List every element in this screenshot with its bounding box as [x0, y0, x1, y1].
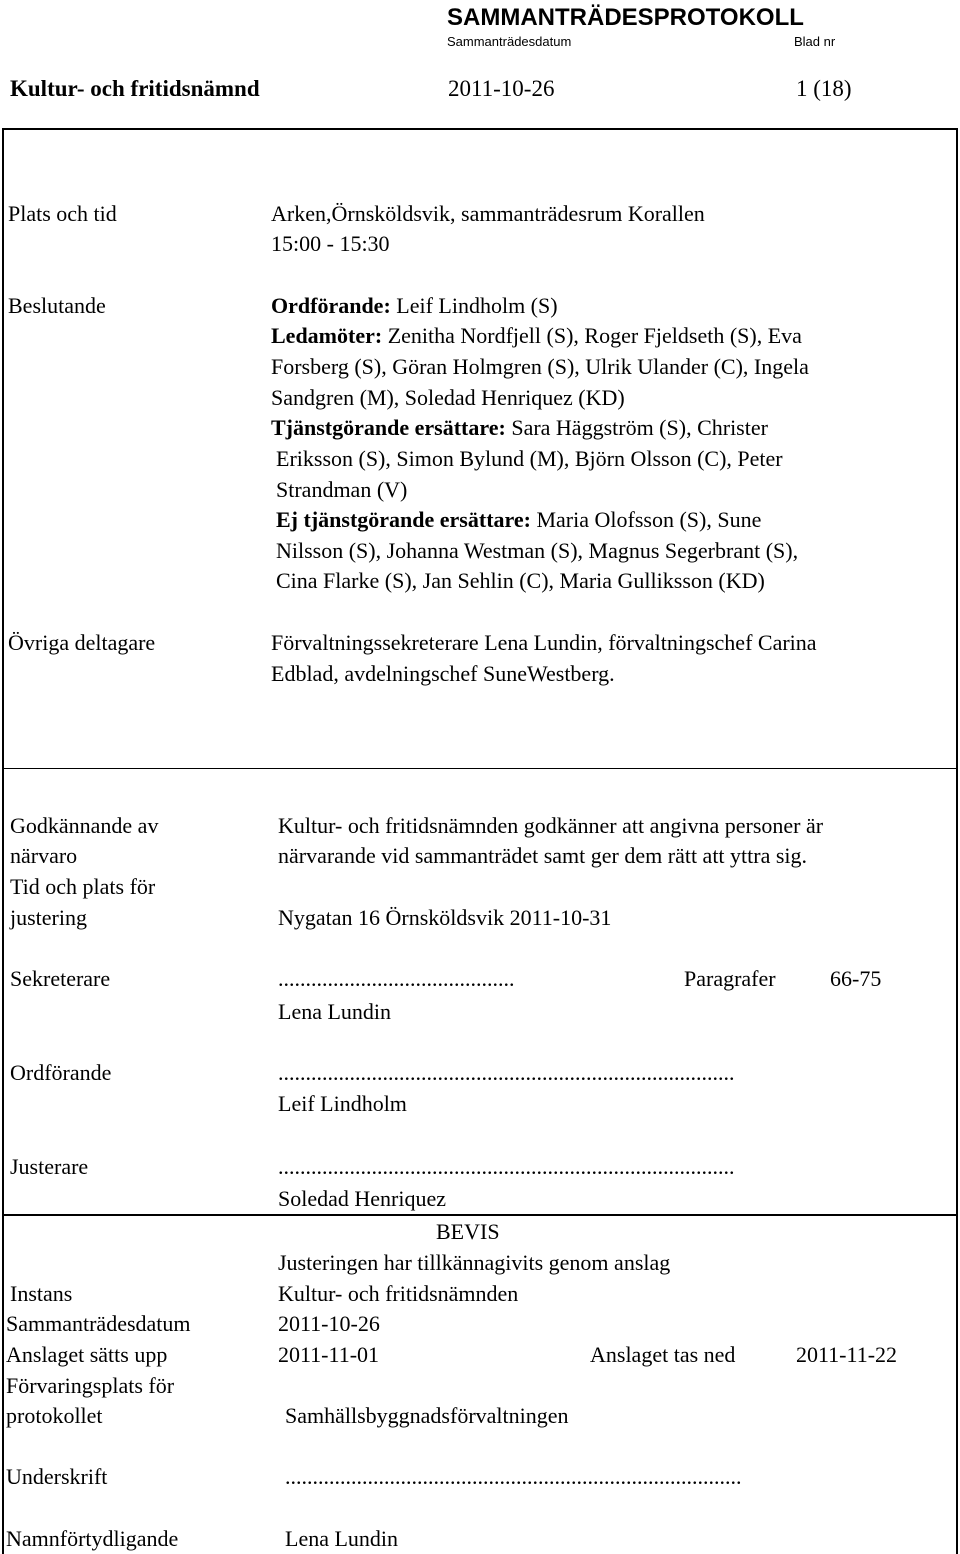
posted-value: 2011-11-01 — [278, 1342, 380, 1367]
chair-signature-name: Leif Lindholm — [278, 1091, 407, 1116]
signature-label: Underskrift — [6, 1464, 108, 1489]
section-divider — [2, 768, 958, 769]
box-top-border — [2, 128, 958, 130]
chair-line — [271, 291, 558, 321]
decision-label: Beslutande — [8, 293, 106, 318]
page-label: Blad nr — [794, 34, 836, 49]
name-clarification-label: Namnförtydligande — [6, 1526, 179, 1551]
others-label: Övriga deltagare — [8, 630, 156, 655]
approval-text-2: närvarande vid sammanträdet samt ger dem rätt att yttra sig. — [278, 843, 808, 868]
certificate-divider — [2, 1214, 958, 1216]
serving-text-3: Strandman (V) — [276, 477, 408, 502]
chair-role: Ordförande: — [271, 293, 391, 318]
approval-label-2: närvaro — [10, 843, 78, 868]
paragraphs-label: Paragrafer — [684, 966, 776, 991]
adjuster-label: Justerare — [10, 1154, 89, 1179]
nonserving-line — [276, 505, 761, 535]
box-right-border — [956, 128, 958, 1554]
cert-date-value: 2011-10-26 — [278, 1311, 380, 1336]
storage-label-1: Förvaringsplats för — [6, 1373, 175, 1398]
adjust-value: Nygatan 16 Örnsköldsvik 2011-10-31 — [278, 905, 612, 930]
name-clarification-value: Lena Lundin — [285, 1526, 399, 1551]
secretary-name: Lena Lundin — [278, 999, 392, 1024]
members-line — [271, 321, 802, 351]
nonserving-role: Ej tjänstgörande ersättare: — [276, 507, 531, 532]
adjuster-name: Soledad Henriquez — [278, 1186, 446, 1211]
storage-label-2: protokollet — [6, 1403, 103, 1428]
adjust-label-2: justering — [10, 905, 87, 930]
serving-text-1: Sara Häggström (S), Christer — [511, 415, 768, 440]
date-label: Sammanträdesdatum — [447, 34, 572, 49]
chair-signature-line: ................................................................................... — [278, 1060, 735, 1085]
members-text-2: Forsberg (S), Göran Holmgren (S), Ulrik Ulander (C), Ingela — [271, 354, 809, 379]
committee-name: Kultur- och fritidsnämnd — [10, 76, 260, 101]
certificate-subtitle: Justeringen har tillkännagivits genom anslag — [278, 1250, 671, 1275]
adjuster-signature-line: ................................................................................... — [278, 1154, 735, 1179]
chair-signature-label: Ordförande — [10, 1060, 112, 1085]
nonserving-text-2: Nilsson (S), Johanna Westman (S), Magnus Segerbrant (S), — [276, 538, 799, 563]
certificate-title: BEVIS — [436, 1219, 500, 1244]
others-text-2: Edblad, avdelningschef SuneWestberg. — [271, 661, 615, 686]
adjust-label-1: Tid och plats för — [10, 874, 156, 899]
removed-value: 2011-11-22 — [796, 1342, 898, 1367]
meeting-date: 2011-10-26 — [448, 76, 555, 101]
signature-line: ................................................................................... — [285, 1464, 742, 1489]
instance-value: Kultur- och fritidsnämnden — [278, 1281, 519, 1306]
removed-label: Anslaget tas ned — [590, 1342, 736, 1367]
cert-date-label: Sammanträdesdatum — [6, 1311, 191, 1336]
serving-text-2: Eriksson (S), Simon Bylund (M), Björn Olsson (C), Peter — [276, 446, 783, 471]
paragraphs-value: 66-75 — [830, 966, 882, 991]
approval-label-1: Godkännande av — [10, 813, 159, 838]
page-number: 1 (18) — [796, 76, 852, 101]
serving-line — [271, 413, 768, 443]
storage-value: Samhällsbyggnadsförvaltningen — [285, 1403, 569, 1428]
chair-name: Leif Lindholm (S) — [396, 293, 558, 318]
place-label: Plats och tid — [8, 201, 117, 226]
place-value: Arken,Örnsköldsvik, sammanträdesrum Korallen — [271, 201, 705, 226]
members-text-1: Zenitha Nordfjell (S), Roger Fjeldseth (S), Eva — [387, 323, 802, 348]
posted-label: Anslaget sätts upp — [6, 1342, 168, 1367]
approval-text-1: Kultur- och fritidsnämnden godkänner att angivna personer är — [278, 813, 824, 838]
document-title: SAMMANTRÄDESPROTOKOLL — [447, 4, 804, 31]
members-text-3: Sandgren (M), Soledad Henriquez (KD) — [271, 385, 625, 410]
time-value: 15:00 - 15:30 — [271, 231, 390, 256]
others-text-1: Förvaltningssekreterare Lena Lundin, förvaltningschef Carina — [271, 630, 817, 655]
serving-role: Tjänstgörande ersättare: — [271, 415, 506, 440]
instance-label: Instans — [10, 1281, 73, 1306]
nonserving-text-1: Maria Olofsson (S), Sune — [536, 507, 762, 532]
secretary-label: Sekreterare — [10, 966, 111, 991]
box-left-border — [2, 128, 4, 1554]
nonserving-text-3: Cina Flarke (S), Jan Sehlin (C), Maria Gulliksson (KD) — [276, 568, 765, 593]
members-role: Ledamöter: — [271, 323, 383, 348]
secretary-signature-line: ........................................... — [278, 966, 515, 991]
